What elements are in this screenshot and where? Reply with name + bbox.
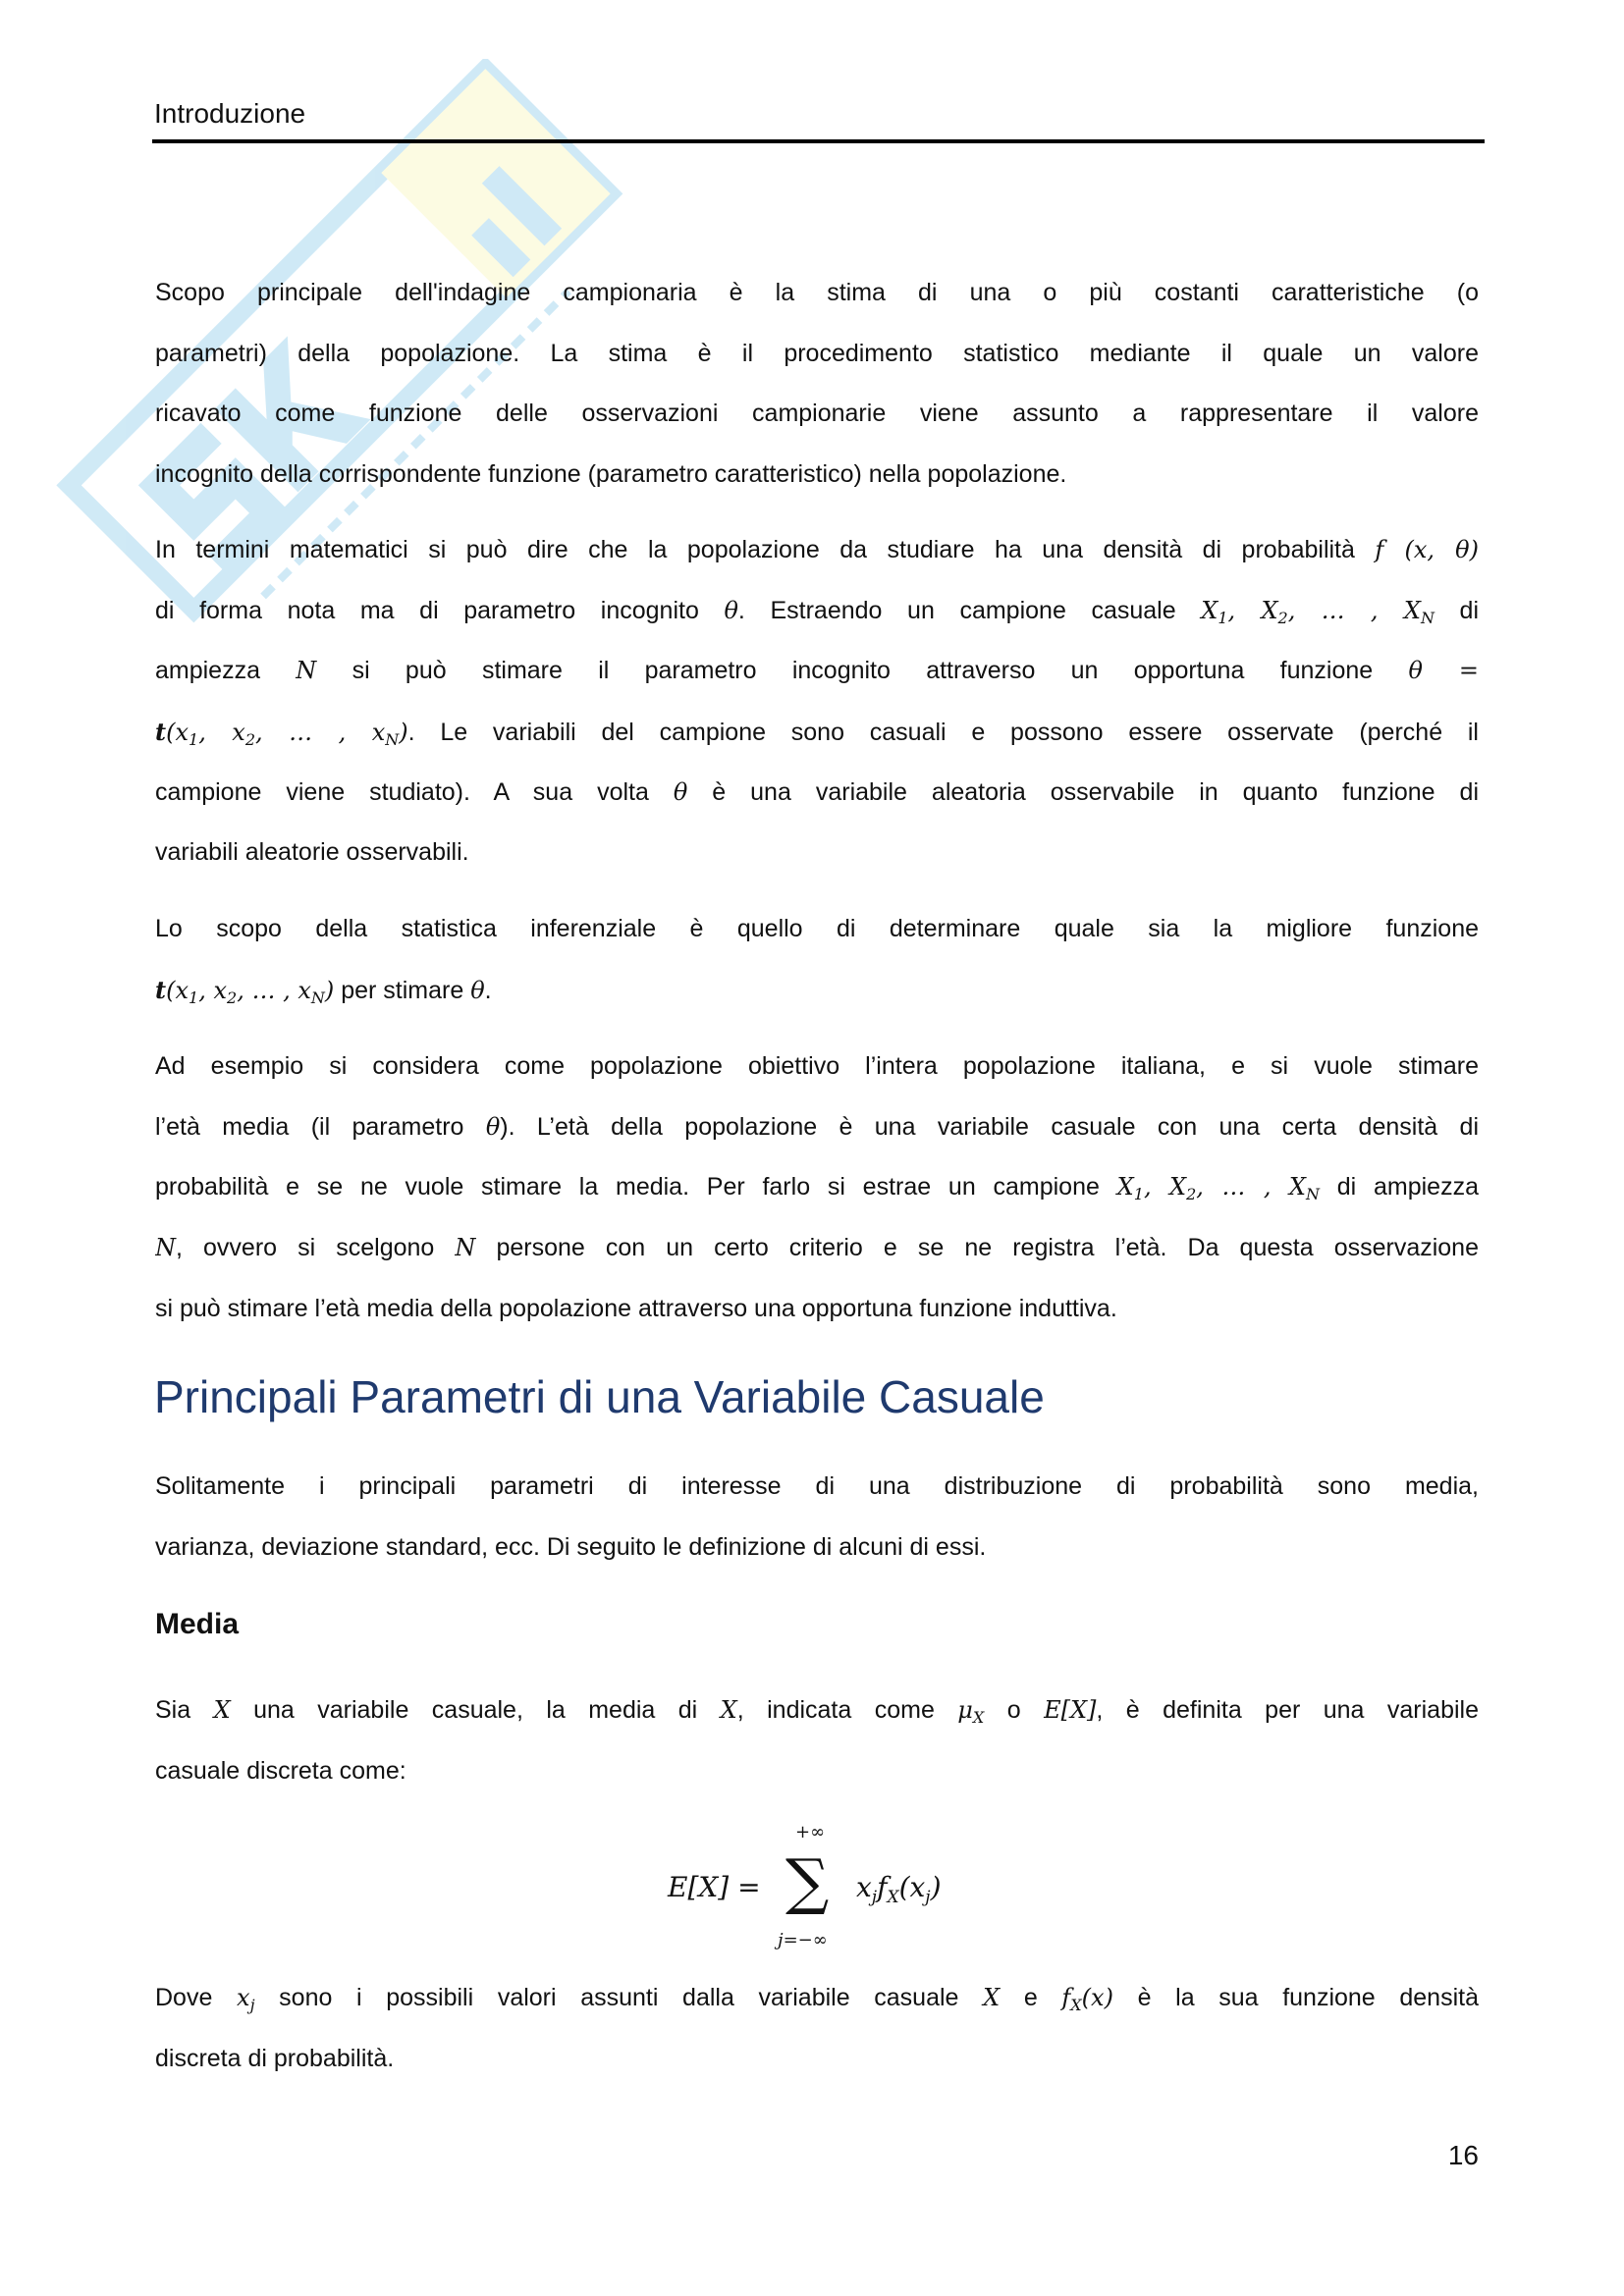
math-text: , … , bbox=[255, 719, 372, 747]
text-run: persone con un certo criterio e se ne registra l’età. Da questa osservazione bbox=[475, 1234, 1479, 1262]
text-line bbox=[155, 1457, 1479, 1518]
math-text: μ bbox=[957, 1696, 973, 1724]
math-text: X bbox=[1403, 596, 1421, 624]
text-line bbox=[155, 263, 1479, 324]
math-text: , bbox=[198, 719, 233, 747]
text-line bbox=[155, 1741, 1479, 1802]
sum-symbol: ∑ bbox=[785, 1845, 830, 1917]
text-line bbox=[155, 384, 1479, 445]
math-symbol bbox=[983, 1984, 1000, 2011]
math-subscript: N bbox=[1420, 608, 1435, 627]
text-line bbox=[155, 1037, 1479, 1097]
math-subscript: 1 bbox=[189, 730, 199, 750]
math-symbol bbox=[296, 657, 316, 684]
text-run: incognito della corrispondente funzione (parametro caratteristico) nella popolazione. bbox=[155, 460, 1067, 489]
math-text: ) bbox=[324, 976, 335, 1004]
text-run: l’età media (il parametro bbox=[155, 1112, 486, 1141]
math-subscript: 1 bbox=[1218, 608, 1228, 627]
text-run: Solitamente i principali parametri di interesse di una distribuzione di probabilità sono media, bbox=[155, 1472, 1479, 1500]
text-run: discreta di probabilità. bbox=[155, 2044, 395, 2072]
text-run: In termini matematici si può dire che la popolazione da studiare ha una densità di probabilità bbox=[155, 536, 1376, 563]
math-symbol bbox=[155, 1234, 176, 1261]
sum-upper-limit: +∞ bbox=[795, 1822, 826, 1842]
text-run: , ovvero si scelgono bbox=[176, 1234, 456, 1262]
term-f-sub: X bbox=[887, 1888, 899, 1907]
running-header: Introduzione bbox=[154, 98, 306, 129]
math-text: x bbox=[298, 976, 311, 1004]
math-subscript: N bbox=[385, 730, 400, 750]
math-text: X bbox=[213, 1696, 231, 1724]
math-text: , … , bbox=[237, 976, 298, 1004]
math-symbol bbox=[237, 977, 298, 1004]
math-text: , bbox=[1143, 1173, 1170, 1201]
math-symbol bbox=[175, 976, 199, 1007]
math-text: θ = bbox=[1408, 657, 1479, 685]
text-run: si può stimare l’età media della popolazione attraverso una opportuna funzione induttiva. bbox=[155, 1294, 1117, 1322]
paragraph-example bbox=[155, 1037, 1479, 1339]
math-text: X bbox=[1116, 1173, 1134, 1201]
header-rule bbox=[152, 139, 1485, 143]
math-text: x bbox=[371, 719, 386, 747]
math-symbol bbox=[1044, 1696, 1096, 1724]
math-text: X bbox=[1261, 596, 1278, 624]
math-text: N bbox=[296, 657, 317, 685]
math-text: ( bbox=[166, 976, 176, 1004]
math-text: θ bbox=[724, 596, 738, 624]
text-run: , indicata come bbox=[736, 1696, 958, 1724]
math-symbol bbox=[721, 1696, 737, 1724]
math-text: N bbox=[455, 1234, 476, 1262]
text-run: di ampiezza bbox=[1320, 1173, 1479, 1201]
paragraph-mean-explanation bbox=[155, 1968, 1479, 2089]
math-subscript: 2 bbox=[1186, 1185, 1197, 1204]
text-run: Scopo principale dell'indagine campionaria è la stima di una o più costanti caratteristiche (o bbox=[155, 279, 1479, 306]
expected-value-formula bbox=[668, 1822, 1001, 1959]
math-text: θ bbox=[673, 777, 688, 806]
term-arg: (x bbox=[898, 1871, 926, 1903]
text-line bbox=[155, 1681, 1479, 1741]
text-line bbox=[155, 445, 1479, 506]
math-text: ) bbox=[399, 719, 408, 747]
text-run: Ad esempio si considera come popolazione obiettivo l’intera popolazione italiana, e si vuole stimare bbox=[155, 1052, 1479, 1080]
text-run: per stimare bbox=[334, 976, 471, 1004]
text-run: . Estraendo un campione casuale bbox=[737, 596, 1202, 624]
paragraph-mean-definition bbox=[155, 1681, 1479, 1801]
math-symbol bbox=[1116, 1173, 1144, 1204]
math-symbol bbox=[155, 976, 166, 1004]
math-text: ( bbox=[166, 719, 176, 747]
math-symbol bbox=[455, 1234, 475, 1261]
math-symbol bbox=[724, 597, 737, 624]
math-subscript: 2 bbox=[244, 730, 256, 750]
math-symbol bbox=[155, 718, 166, 746]
math-text: X bbox=[983, 1984, 1001, 2011]
text-line bbox=[155, 1097, 1479, 1158]
text-line bbox=[155, 763, 1479, 824]
text-line bbox=[155, 1218, 1479, 1279]
page-number: 16 bbox=[1447, 2140, 1479, 2170]
term-x-sub: j bbox=[871, 1888, 878, 1907]
text-line bbox=[155, 960, 1479, 1021]
text-run: . bbox=[484, 976, 492, 1004]
text-line bbox=[155, 324, 1479, 385]
math-symbol bbox=[237, 1984, 255, 2014]
math-subscript: N bbox=[1306, 1185, 1320, 1204]
math-symbol bbox=[371, 719, 400, 750]
text-run: una variabile casuale, la media di bbox=[230, 1696, 721, 1724]
math-text: X bbox=[720, 1696, 737, 1724]
text-line bbox=[155, 823, 1479, 883]
math-text: t bbox=[155, 975, 167, 1004]
text-run: probabilità e se ne vuole stimare la media. Per farlo si estrae un campione bbox=[155, 1173, 1117, 1201]
math-text: X bbox=[1201, 596, 1218, 624]
math-symbol bbox=[325, 977, 334, 1004]
text-run: parametri) della popolazione. La stima è il procedimento statistico mediante il quale un valore bbox=[155, 339, 1479, 367]
math-symbol bbox=[1288, 597, 1404, 624]
text-line bbox=[155, 1157, 1479, 1218]
math-subscript: 2 bbox=[1277, 608, 1288, 627]
math-symbol bbox=[486, 1113, 500, 1141]
text-run: di forma nota ma di parametro incognito bbox=[155, 596, 725, 624]
math-symbol bbox=[1375, 536, 1479, 563]
text-run: e bbox=[1000, 1984, 1062, 2011]
term-x: x bbox=[856, 1871, 872, 1903]
formula-lhs: E[X] = bbox=[668, 1871, 761, 1903]
text-line bbox=[155, 1968, 1479, 2029]
math-text: t bbox=[155, 718, 167, 747]
math-text: f bbox=[1061, 1984, 1071, 2011]
math-symbol bbox=[232, 719, 256, 750]
text-line bbox=[155, 1279, 1479, 1340]
math-symbol bbox=[175, 719, 199, 750]
math-subscript: X bbox=[1070, 1996, 1082, 2014]
text-line bbox=[155, 520, 1479, 581]
math-text: , bbox=[198, 976, 214, 1004]
math-subscript: N bbox=[310, 988, 325, 1007]
text-run: sono i possibili valori assunti dalla variabile casuale bbox=[254, 1984, 984, 2011]
math-symbol bbox=[1061, 1984, 1082, 2014]
term-arg-sub: j bbox=[925, 1888, 931, 1907]
formula-rhs bbox=[856, 1871, 942, 1907]
math-text: , … , bbox=[1196, 1173, 1289, 1201]
math-subscript: 1 bbox=[1133, 1185, 1144, 1204]
sum-lower-limit: j=−∞ bbox=[778, 1930, 828, 1950]
text-run: è la sua funzione densità bbox=[1112, 1984, 1479, 2011]
math-text: x bbox=[232, 719, 245, 747]
math-symbol bbox=[255, 719, 372, 746]
math-text: x bbox=[213, 976, 228, 1004]
math-symbol bbox=[1144, 1173, 1169, 1201]
math-symbol bbox=[213, 976, 238, 1007]
math-symbol bbox=[1228, 597, 1262, 624]
text-line bbox=[155, 1518, 1479, 1578]
math-symbol bbox=[470, 977, 484, 1004]
math-text: X bbox=[1288, 1173, 1306, 1201]
text-line bbox=[155, 2029, 1479, 2090]
paragraph-intro bbox=[155, 263, 1479, 506]
text-run: , è definita per una variabile bbox=[1096, 1696, 1479, 1724]
paragraph-inferential-purpose bbox=[155, 899, 1479, 1020]
term-f: f bbox=[877, 1871, 888, 1903]
math-subscript: 1 bbox=[189, 988, 199, 1007]
math-symbol bbox=[1169, 1173, 1197, 1204]
text-run: variabili aleatorie osservabili. bbox=[155, 838, 469, 867]
math-symbol bbox=[198, 719, 232, 746]
math-symbol bbox=[1261, 596, 1288, 627]
paragraph-parameters-intro bbox=[155, 1457, 1479, 1577]
math-text: x bbox=[175, 719, 189, 747]
text-line bbox=[155, 581, 1479, 642]
text-run: è una variabile aleatoria osservabile in quanto funzione di bbox=[687, 777, 1479, 806]
math-symbol bbox=[1201, 596, 1228, 627]
text-run: casuale discreta come: bbox=[155, 1756, 406, 1785]
text-run: o bbox=[984, 1696, 1045, 1724]
text-run: varianza, deviazione standard, ecc. Di seguito le definizione di alcuni di essi. bbox=[155, 1532, 987, 1561]
math-text: N bbox=[155, 1234, 176, 1262]
math-subscript: X bbox=[972, 1708, 985, 1727]
term-arg-close: ) bbox=[930, 1871, 942, 1903]
text-line bbox=[155, 702, 1479, 763]
math-text: θ bbox=[470, 976, 485, 1004]
text-line bbox=[155, 899, 1479, 960]
math-symbol bbox=[1082, 1984, 1113, 2011]
math-text: , bbox=[1227, 596, 1262, 624]
paragraph-math-terms bbox=[155, 520, 1479, 883]
math-subscript: 2 bbox=[227, 988, 238, 1007]
math-symbol bbox=[1288, 1173, 1320, 1204]
math-text: (x) bbox=[1081, 1984, 1113, 2011]
text-run: . Le variabili del campione sono casuali e possono essere osservate (perché il bbox=[407, 719, 1479, 747]
math-symbol bbox=[298, 976, 325, 1007]
subsection-heading: Media bbox=[155, 1608, 240, 1640]
text-run: di bbox=[1434, 596, 1479, 624]
math-text: , … , bbox=[1287, 596, 1404, 624]
math-symbol bbox=[674, 778, 687, 806]
math-symbol bbox=[957, 1696, 985, 1727]
math-text: f (x, θ) bbox=[1375, 536, 1479, 563]
math-symbol bbox=[1196, 1173, 1289, 1201]
text-run: Lo scopo della statistica inferenziale è quello di determinare quale sia la migliore funzione bbox=[155, 915, 1479, 942]
text-run: Sia bbox=[155, 1696, 214, 1724]
text-run: campione viene studiato). A sua volta bbox=[155, 777, 674, 806]
math-symbol bbox=[399, 719, 407, 746]
text-run: ricavato come funzione delle osservazioni campionarie viene assunto a rappresentare il valore bbox=[155, 400, 1479, 428]
math-text: θ bbox=[485, 1112, 501, 1141]
math-text: x bbox=[175, 976, 189, 1004]
math-symbol bbox=[1408, 657, 1479, 684]
section-heading: Principali Parametri di una Variabile Casuale bbox=[154, 1371, 1045, 1422]
math-symbol bbox=[1403, 596, 1435, 627]
text-run: ). L’età della popolazione è una variabile casuale con una certa densità di bbox=[500, 1112, 1479, 1141]
text-run: Dove bbox=[155, 1984, 238, 2011]
text-run: si può stimare il parametro incognito attraverso un opportuna funzione bbox=[316, 657, 1409, 685]
math-text: X bbox=[1169, 1173, 1187, 1201]
text-run: ampiezza bbox=[155, 657, 297, 685]
text-line bbox=[155, 641, 1479, 702]
math-symbol bbox=[214, 1696, 231, 1724]
math-text: x bbox=[237, 1984, 250, 2011]
math-text: E[X] bbox=[1044, 1696, 1097, 1724]
math-symbol bbox=[198, 977, 213, 1004]
math-subscript: j bbox=[249, 1996, 255, 2014]
